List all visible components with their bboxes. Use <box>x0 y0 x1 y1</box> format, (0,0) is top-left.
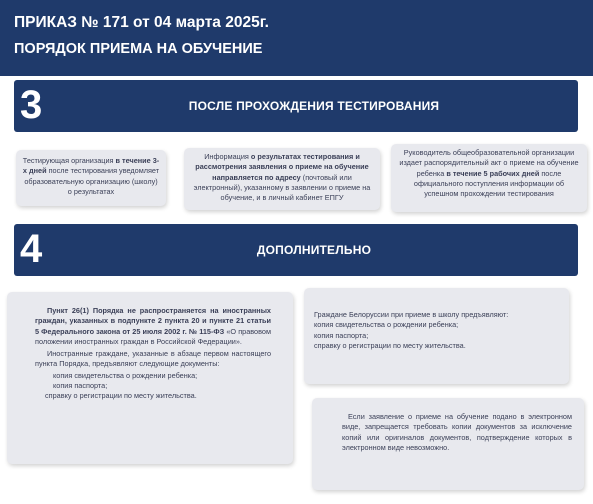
card-line: Граждане Белоруссии при приеме в школу предъявляют: <box>314 310 509 319</box>
document-title: ПРИКАЗ № 171 от 04 марта 2025г. <box>14 14 269 31</box>
foreign-citizens-card <box>7 292 293 464</box>
document-subtitle: ПОРЯДОК ПРИЕМА НА ОБУЧЕНИЕ <box>14 41 263 57</box>
section-4-band <box>14 224 578 276</box>
list-item: копия паспорта; <box>53 381 108 391</box>
section-3-card-results-info: Информация о результатах тестирования и рассмотрения заявления о приеме на обучение направляется по адресу (почтовый или электронный), указанному в заявлении о приеме на обучение, и в личный кабинет ЕПГУ <box>184 148 380 210</box>
section-3-band <box>14 80 578 132</box>
section-3-title: ПОСЛЕ ПРОХОЖДЕНИЯ ТЕСТИРОВАНИЯ <box>188 99 440 113</box>
section-3-card-admission-order: Руководитель общеобразовательной организации издает распорядительный акт о приеме на обучение ребенка в течение 5 рабочих дней после официального поступления информации об успешном прохождении тестирования <box>391 144 587 212</box>
list-item: справку о регистрации по месту жительства. <box>45 391 197 401</box>
header-banner <box>0 0 593 76</box>
paragraph-documents-intro: Иностранные граждане, указанные в абзаце первом настоящего пункта Порядка, предъявляют следующие документы: <box>35 349 271 369</box>
electronic-application-card <box>312 398 584 490</box>
card-line: копия паспорта; <box>314 330 369 340</box>
card-line: копия свидетельства о рождении ребенка; <box>314 320 459 330</box>
electronic-application-text: Если заявление о приеме на обучение подано в электронном виде, запрещается требовать копии документов за исключение копий или оригиналов документов, подтверждение которых в электронном виде невозможно. <box>342 412 572 452</box>
list-item: копия свидетельства о рождении ребенка; <box>53 370 198 380</box>
section-4-title: ДОПОЛНИТЕЛЬНО <box>256 243 372 257</box>
section-4-number: 4 <box>20 227 43 271</box>
section-3-number: 3 <box>20 83 43 127</box>
paragraph-clause-26: Пункт 26(1) Порядка не распространяется на иностранных граждан, указанных в подпункте 2 пункта 20 и пункте 21 статьи 5 Федерального закона от 25 июля 2002 г. № 115-ФЗ «О правовом положении иностранных граждан в Российской Федерации». <box>35 306 271 346</box>
belarus-citizens-card <box>304 288 569 384</box>
section-3-card-notification: Тестирующая организация в течение 3-х дней после тестирования уведомляет образовательную организацию (школу) о результатах <box>16 150 166 206</box>
card-line: справку о регистрации по месту жительства. <box>314 340 466 350</box>
